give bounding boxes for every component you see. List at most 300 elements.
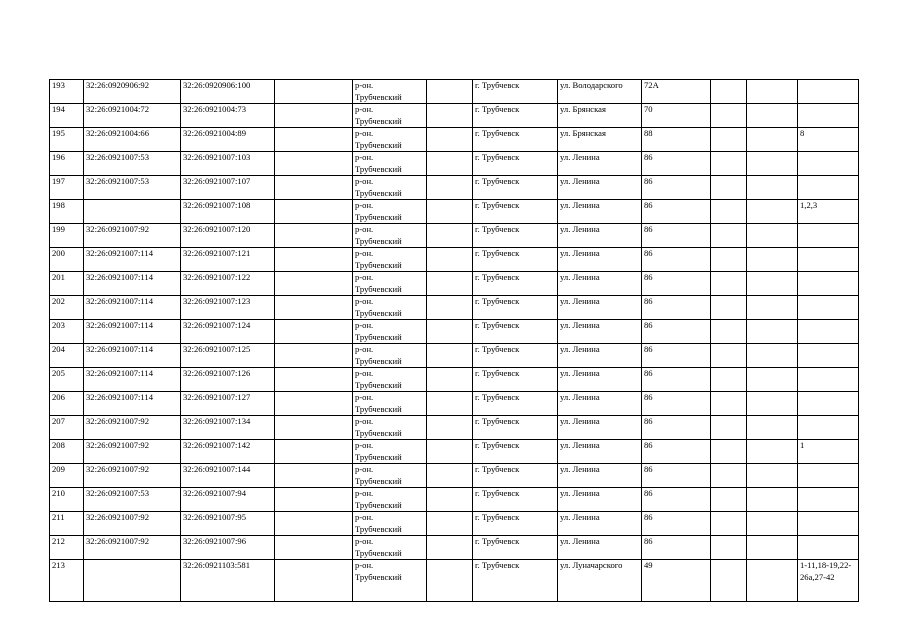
object-cadastral-number-cell: 32:26:0921007:144 — [181, 464, 275, 488]
district-name: Трубчевский — [355, 403, 402, 414]
district-cell — [353, 392, 427, 416]
empty-cell — [275, 344, 353, 368]
empty-cell — [711, 344, 747, 368]
object-cadastral-number-cell: 32:26:0921007:124 — [181, 320, 275, 344]
object-cadastral-number-cell: 32:26:0921007:125 — [181, 344, 275, 368]
table-row — [50, 272, 859, 296]
apartment-numbers-cell — [798, 320, 859, 344]
house-number-cell: 86 — [642, 392, 711, 416]
city-cell: г. Трубчевск — [473, 368, 558, 392]
empty-cell — [747, 440, 798, 464]
district-prefix: р-он. — [355, 272, 374, 282]
district-name: Трубчевский — [355, 571, 402, 582]
district-prefix: р-он. — [355, 464, 374, 474]
district-name: Трубчевский — [355, 451, 402, 462]
district-prefix: р-он. — [355, 224, 374, 234]
district-prefix: р-он. — [355, 368, 374, 378]
row-number-cell: 195 — [50, 128, 84, 152]
district-prefix: р-он. — [355, 248, 374, 258]
city-cell: г. Трубчевск — [473, 80, 558, 104]
district-cell — [353, 368, 427, 392]
empty-cell — [747, 560, 798, 602]
district-cell — [353, 320, 427, 344]
district-name: Трубчевский — [355, 235, 402, 246]
empty-cell — [275, 488, 353, 512]
district-prefix: р-он. — [355, 536, 374, 546]
district-prefix: р-он. — [355, 104, 374, 114]
district-prefix: р-он. — [355, 416, 374, 426]
row-number-cell: 202 — [50, 296, 84, 320]
object-cadastral-number-cell: 32:26:0921004:73 — [181, 104, 275, 128]
table-row — [50, 320, 859, 344]
street-cell: ул. Ленина — [558, 440, 642, 464]
empty-cell — [427, 488, 473, 512]
street-cell: ул. Ленина — [558, 464, 642, 488]
street-cell: ул. Ленина — [558, 536, 642, 560]
street-cell: ул. Ленина — [558, 248, 642, 272]
district-cell — [353, 464, 427, 488]
house-number-cell: 49 — [642, 560, 711, 602]
empty-cell — [427, 128, 473, 152]
row-number-cell: 194 — [50, 104, 84, 128]
parcel-cadastral-number-cell: 32:26:0921007:114 — [84, 368, 181, 392]
parcel-cadastral-number-cell: 32:26:0921007:92 — [84, 512, 181, 536]
empty-cell — [711, 248, 747, 272]
district-cell — [353, 344, 427, 368]
street-cell: ул. Ленина — [558, 344, 642, 368]
empty-cell — [427, 176, 473, 200]
city-cell: г. Трубчевск — [473, 296, 558, 320]
city-cell: г. Трубчевск — [473, 560, 558, 602]
district-prefix: р-он. — [355, 200, 374, 210]
apartment-numbers-cell — [798, 368, 859, 392]
street-cell: ул. Ленина — [558, 488, 642, 512]
parcel-cadastral-number-cell: 32:26:0921007:114 — [84, 296, 181, 320]
street-cell: ул. Ленина — [558, 320, 642, 344]
row-number-cell: 201 — [50, 272, 84, 296]
district-cell — [353, 176, 427, 200]
house-number-cell: 86 — [642, 536, 711, 560]
empty-cell — [427, 296, 473, 320]
empty-cell — [711, 392, 747, 416]
district-cell — [353, 560, 427, 602]
city-cell: г. Трубчевск — [473, 392, 558, 416]
object-cadastral-number-cell: 32:26:0921007:96 — [181, 536, 275, 560]
empty-cell — [275, 464, 353, 488]
empty-cell — [747, 416, 798, 440]
empty-cell — [275, 512, 353, 536]
table-row — [50, 248, 859, 272]
row-number-cell: 206 — [50, 392, 84, 416]
house-number-cell: 86 — [642, 248, 711, 272]
table-row — [50, 512, 859, 536]
empty-cell — [747, 104, 798, 128]
object-cadastral-number-cell: 32:26:0921007:123 — [181, 296, 275, 320]
apartment-numbers-cell — [798, 104, 859, 128]
row-number-cell: 198 — [50, 200, 84, 224]
table-row — [50, 560, 859, 602]
district-cell — [353, 440, 427, 464]
empty-cell — [747, 368, 798, 392]
row-number-cell: 205 — [50, 368, 84, 392]
empty-cell — [275, 224, 353, 248]
row-number-cell: 211 — [50, 512, 84, 536]
house-number-cell: 86 — [642, 320, 711, 344]
parcel-cadastral-number-cell: 32:26:0921004:66 — [84, 128, 181, 152]
district-prefix: р-он. — [355, 488, 374, 498]
house-number-cell: 70 — [642, 104, 711, 128]
apartment-numbers-cell — [798, 272, 859, 296]
parcel-cadastral-number-cell: 32:26:0921007:92 — [84, 440, 181, 464]
empty-cell — [275, 248, 353, 272]
apartment-numbers-cell — [798, 536, 859, 560]
city-cell: г. Трубчевск — [473, 104, 558, 128]
empty-cell — [711, 320, 747, 344]
empty-cell — [427, 368, 473, 392]
apartment-numbers-cell: 1 — [798, 440, 859, 464]
object-cadastral-number-cell: 32:26:0921007:127 — [181, 392, 275, 416]
street-cell: ул. Ленина — [558, 176, 642, 200]
empty-cell — [427, 320, 473, 344]
empty-cell — [747, 224, 798, 248]
district-name: Трубчевский — [355, 187, 402, 198]
house-number-cell: 86 — [642, 224, 711, 248]
row-number-cell: 209 — [50, 464, 84, 488]
table-row — [50, 440, 859, 464]
empty-cell — [427, 200, 473, 224]
street-cell: ул. Ленина — [558, 200, 642, 224]
table-row — [50, 200, 859, 224]
parcel-cadastral-number-cell — [84, 200, 181, 224]
empty-cell — [427, 392, 473, 416]
district-name: Трубчевский — [355, 139, 402, 150]
district-prefix: р-он. — [355, 296, 374, 306]
table-row — [50, 464, 859, 488]
empty-cell — [711, 560, 747, 602]
object-cadastral-number-cell: 32:26:0921007:108 — [181, 200, 275, 224]
parcel-cadastral-number-cell: 32:26:0920906:92 — [84, 80, 181, 104]
district-cell — [353, 200, 427, 224]
object-cadastral-number-cell: 32:26:0921007:121 — [181, 248, 275, 272]
district-name: Трубчевский — [355, 91, 402, 102]
district-prefix: р-он. — [355, 128, 374, 138]
street-cell: ул. Ленина — [558, 152, 642, 176]
object-cadastral-number-cell: 32:26:0921007:120 — [181, 224, 275, 248]
street-cell: ул. Ленина — [558, 368, 642, 392]
empty-cell — [711, 104, 747, 128]
empty-cell — [275, 128, 353, 152]
row-number-cell: 204 — [50, 344, 84, 368]
district-name: Трубчевский — [355, 115, 402, 126]
district-prefix: р-он. — [355, 80, 374, 90]
empty-cell — [747, 272, 798, 296]
street-cell: ул. Брянская — [558, 128, 642, 152]
empty-cell — [711, 440, 747, 464]
street-cell: ул. Ленина — [558, 392, 642, 416]
district-name: Трубчевский — [355, 523, 402, 534]
object-cadastral-number-cell: 32:26:0921007:95 — [181, 512, 275, 536]
district-name: Трубчевский — [355, 283, 402, 294]
district-name: Трубчевский — [355, 547, 402, 558]
row-number-cell: 213 — [50, 560, 84, 602]
city-cell: г. Трубчевск — [473, 224, 558, 248]
empty-cell — [747, 344, 798, 368]
house-number-cell: 86 — [642, 200, 711, 224]
empty-cell — [427, 272, 473, 296]
empty-cell — [747, 512, 798, 536]
street-cell: ул. Володарского — [558, 80, 642, 104]
empty-cell — [427, 512, 473, 536]
apartment-numbers-cell — [798, 80, 859, 104]
empty-cell — [275, 104, 353, 128]
empty-cell — [275, 392, 353, 416]
empty-cell — [275, 272, 353, 296]
parcel-cadastral-number-cell: 32:26:0921004:72 — [84, 104, 181, 128]
city-cell: г. Трубчевск — [473, 488, 558, 512]
apartment-numbers-cell: 8 — [798, 128, 859, 152]
district-name: Трубчевский — [355, 499, 402, 510]
city-cell: г. Трубчевск — [473, 320, 558, 344]
parcel-cadastral-number-cell: 32:26:0921007:53 — [84, 152, 181, 176]
empty-cell — [747, 392, 798, 416]
empty-cell — [711, 536, 747, 560]
empty-cell — [747, 536, 798, 560]
district-prefix: р-он. — [355, 320, 374, 330]
empty-cell — [711, 224, 747, 248]
row-number-cell: 196 — [50, 152, 84, 176]
city-cell: г. Трубчевск — [473, 512, 558, 536]
apartment-numbers-cell — [798, 464, 859, 488]
object-cadastral-number-cell: 32:26:0920906:100 — [181, 80, 275, 104]
empty-cell — [275, 296, 353, 320]
empty-cell — [275, 440, 353, 464]
empty-cell — [711, 176, 747, 200]
house-number-cell: 86 — [642, 488, 711, 512]
object-cadastral-number-cell: 32:26:0921007:103 — [181, 152, 275, 176]
object-cadastral-number-cell: 32:26:0921007:142 — [181, 440, 275, 464]
empty-cell — [711, 80, 747, 104]
table-row — [50, 488, 859, 512]
parcel-cadastral-number-cell: 32:26:0921007:53 — [84, 488, 181, 512]
house-number-cell: 72А — [642, 80, 711, 104]
row-number-cell: 200 — [50, 248, 84, 272]
row-number-cell: 208 — [50, 440, 84, 464]
street-cell: ул. Ленина — [558, 224, 642, 248]
house-number-cell: 86 — [642, 440, 711, 464]
parcel-cadastral-number-cell: 32:26:0921007:114 — [84, 320, 181, 344]
city-cell: г. Трубчевск — [473, 536, 558, 560]
table-row — [50, 176, 859, 200]
empty-cell — [427, 416, 473, 440]
empty-cell — [711, 152, 747, 176]
city-cell: г. Трубчевск — [473, 272, 558, 296]
empty-cell — [747, 296, 798, 320]
empty-cell — [747, 200, 798, 224]
city-cell: г. Трубчевск — [473, 344, 558, 368]
district-name: Трубчевский — [355, 355, 402, 366]
parcel-cadastral-number-cell: 32:26:0921007:114 — [84, 248, 181, 272]
district-cell — [353, 488, 427, 512]
apartment-numbers-cell — [798, 296, 859, 320]
apartment-numbers-cell — [798, 248, 859, 272]
row-number-cell: 197 — [50, 176, 84, 200]
empty-cell — [427, 80, 473, 104]
empty-cell — [275, 320, 353, 344]
house-number-cell: 86 — [642, 176, 711, 200]
apartment-numbers-cell: 1-11,18-19,22-26а,27-42 — [798, 560, 859, 602]
apartment-numbers-cell — [798, 152, 859, 176]
object-cadastral-number-cell: 32:26:0921007:94 — [181, 488, 275, 512]
empty-cell — [427, 152, 473, 176]
table-row — [50, 416, 859, 440]
apartment-numbers-cell — [798, 416, 859, 440]
district-prefix: р-он. — [355, 560, 374, 570]
district-name: Трубчевский — [355, 427, 402, 438]
empty-cell — [711, 416, 747, 440]
district-cell — [353, 248, 427, 272]
street-cell: ул. Ленина — [558, 296, 642, 320]
apartment-numbers-cell — [798, 224, 859, 248]
table-row — [50, 392, 859, 416]
empty-cell — [747, 488, 798, 512]
empty-cell — [711, 200, 747, 224]
table-row — [50, 104, 859, 128]
parcel-cadastral-number-cell: 32:26:0921007:114 — [84, 344, 181, 368]
parcel-cadastral-number-cell: 32:26:0921007:92 — [84, 536, 181, 560]
empty-cell — [275, 368, 353, 392]
city-cell: г. Трубчевск — [473, 248, 558, 272]
district-prefix: р-он. — [355, 344, 374, 354]
empty-cell — [747, 176, 798, 200]
house-number-cell: 86 — [642, 152, 711, 176]
row-number-cell: 212 — [50, 536, 84, 560]
city-cell: г. Трубчевск — [473, 128, 558, 152]
city-cell: г. Трубчевск — [473, 152, 558, 176]
house-number-cell: 86 — [642, 296, 711, 320]
house-number-cell: 88 — [642, 128, 711, 152]
object-cadastral-number-cell: 32:26:0921103:581 — [181, 560, 275, 602]
district-name: Трубчевский — [355, 331, 402, 342]
district-name: Трубчевский — [355, 163, 402, 174]
row-number-cell: 207 — [50, 416, 84, 440]
district-prefix: р-он. — [355, 176, 374, 186]
street-cell: ул. Ленина — [558, 512, 642, 536]
district-cell — [353, 152, 427, 176]
empty-cell — [275, 80, 353, 104]
row-number-cell: 199 — [50, 224, 84, 248]
parcel-cadastral-number-cell: 32:26:0921007:114 — [84, 272, 181, 296]
empty-cell — [427, 536, 473, 560]
street-cell: ул. Брянская — [558, 104, 642, 128]
district-name: Трубчевский — [355, 379, 402, 390]
empty-cell — [427, 104, 473, 128]
house-number-cell: 86 — [642, 512, 711, 536]
district-name: Трубчевский — [355, 211, 402, 222]
house-number-cell: 86 — [642, 272, 711, 296]
row-number-cell: 210 — [50, 488, 84, 512]
object-cadastral-number-cell: 32:26:0921007:134 — [181, 416, 275, 440]
city-cell: г. Трубчевск — [473, 200, 558, 224]
table-row — [50, 344, 859, 368]
empty-cell — [711, 368, 747, 392]
apartment-numbers-cell: 1,2,3 — [798, 200, 859, 224]
house-number-cell: 86 — [642, 416, 711, 440]
district-cell — [353, 104, 427, 128]
empty-cell — [747, 464, 798, 488]
street-cell: ул. Луначарского — [558, 560, 642, 602]
parcel-cadastral-number-cell: 32:26:0921007:53 — [84, 176, 181, 200]
empty-cell — [747, 128, 798, 152]
house-number-cell: 86 — [642, 344, 711, 368]
object-cadastral-number-cell: 32:26:0921007:126 — [181, 368, 275, 392]
table-row — [50, 152, 859, 176]
empty-cell — [427, 224, 473, 248]
district-prefix: р-он. — [355, 512, 374, 522]
city-cell: г. Трубчевск — [473, 416, 558, 440]
district-name: Трубчевский — [355, 259, 402, 270]
empty-cell — [427, 344, 473, 368]
table-row — [50, 80, 859, 104]
empty-cell — [427, 440, 473, 464]
city-cell: г. Трубчевск — [473, 440, 558, 464]
empty-cell — [711, 296, 747, 320]
table-row — [50, 128, 859, 152]
empty-cell — [427, 560, 473, 602]
empty-cell — [275, 152, 353, 176]
empty-cell — [711, 488, 747, 512]
house-number-cell: 86 — [642, 368, 711, 392]
empty-cell — [275, 560, 353, 602]
district-cell — [353, 272, 427, 296]
apartment-numbers-cell — [798, 488, 859, 512]
district-cell — [353, 512, 427, 536]
district-name: Трубчевский — [355, 475, 402, 486]
empty-cell — [275, 176, 353, 200]
city-cell: г. Трубчевск — [473, 464, 558, 488]
empty-cell — [427, 248, 473, 272]
house-number-cell: 86 — [642, 464, 711, 488]
parcel-cadastral-number-cell: 32:26:0921007:92 — [84, 416, 181, 440]
street-cell: ул. Ленина — [558, 272, 642, 296]
district-cell — [353, 80, 427, 104]
district-cell — [353, 536, 427, 560]
empty-cell — [747, 320, 798, 344]
parcel-cadastral-number-cell — [84, 560, 181, 602]
apartment-numbers-cell — [798, 344, 859, 368]
table-row — [50, 224, 859, 248]
district-cell — [353, 416, 427, 440]
empty-cell — [275, 416, 353, 440]
district-prefix: р-он. — [355, 440, 374, 450]
empty-cell — [711, 272, 747, 296]
district-cell — [353, 224, 427, 248]
apartment-numbers-cell — [798, 392, 859, 416]
object-cadastral-number-cell: 32:26:0921007:107 — [181, 176, 275, 200]
empty-cell — [747, 152, 798, 176]
table-row — [50, 296, 859, 320]
table-row — [50, 536, 859, 560]
table-body — [50, 80, 859, 602]
apartment-numbers-cell — [798, 512, 859, 536]
empty-cell — [711, 464, 747, 488]
empty-cell — [275, 200, 353, 224]
street-cell: ул. Ленина — [558, 416, 642, 440]
empty-cell — [711, 128, 747, 152]
city-cell: г. Трубчевск — [473, 176, 558, 200]
parcel-cadastral-number-cell: 32:26:0921007:92 — [84, 224, 181, 248]
parcel-cadastral-number-cell: 32:26:0921007:114 — [84, 392, 181, 416]
district-cell — [353, 128, 427, 152]
